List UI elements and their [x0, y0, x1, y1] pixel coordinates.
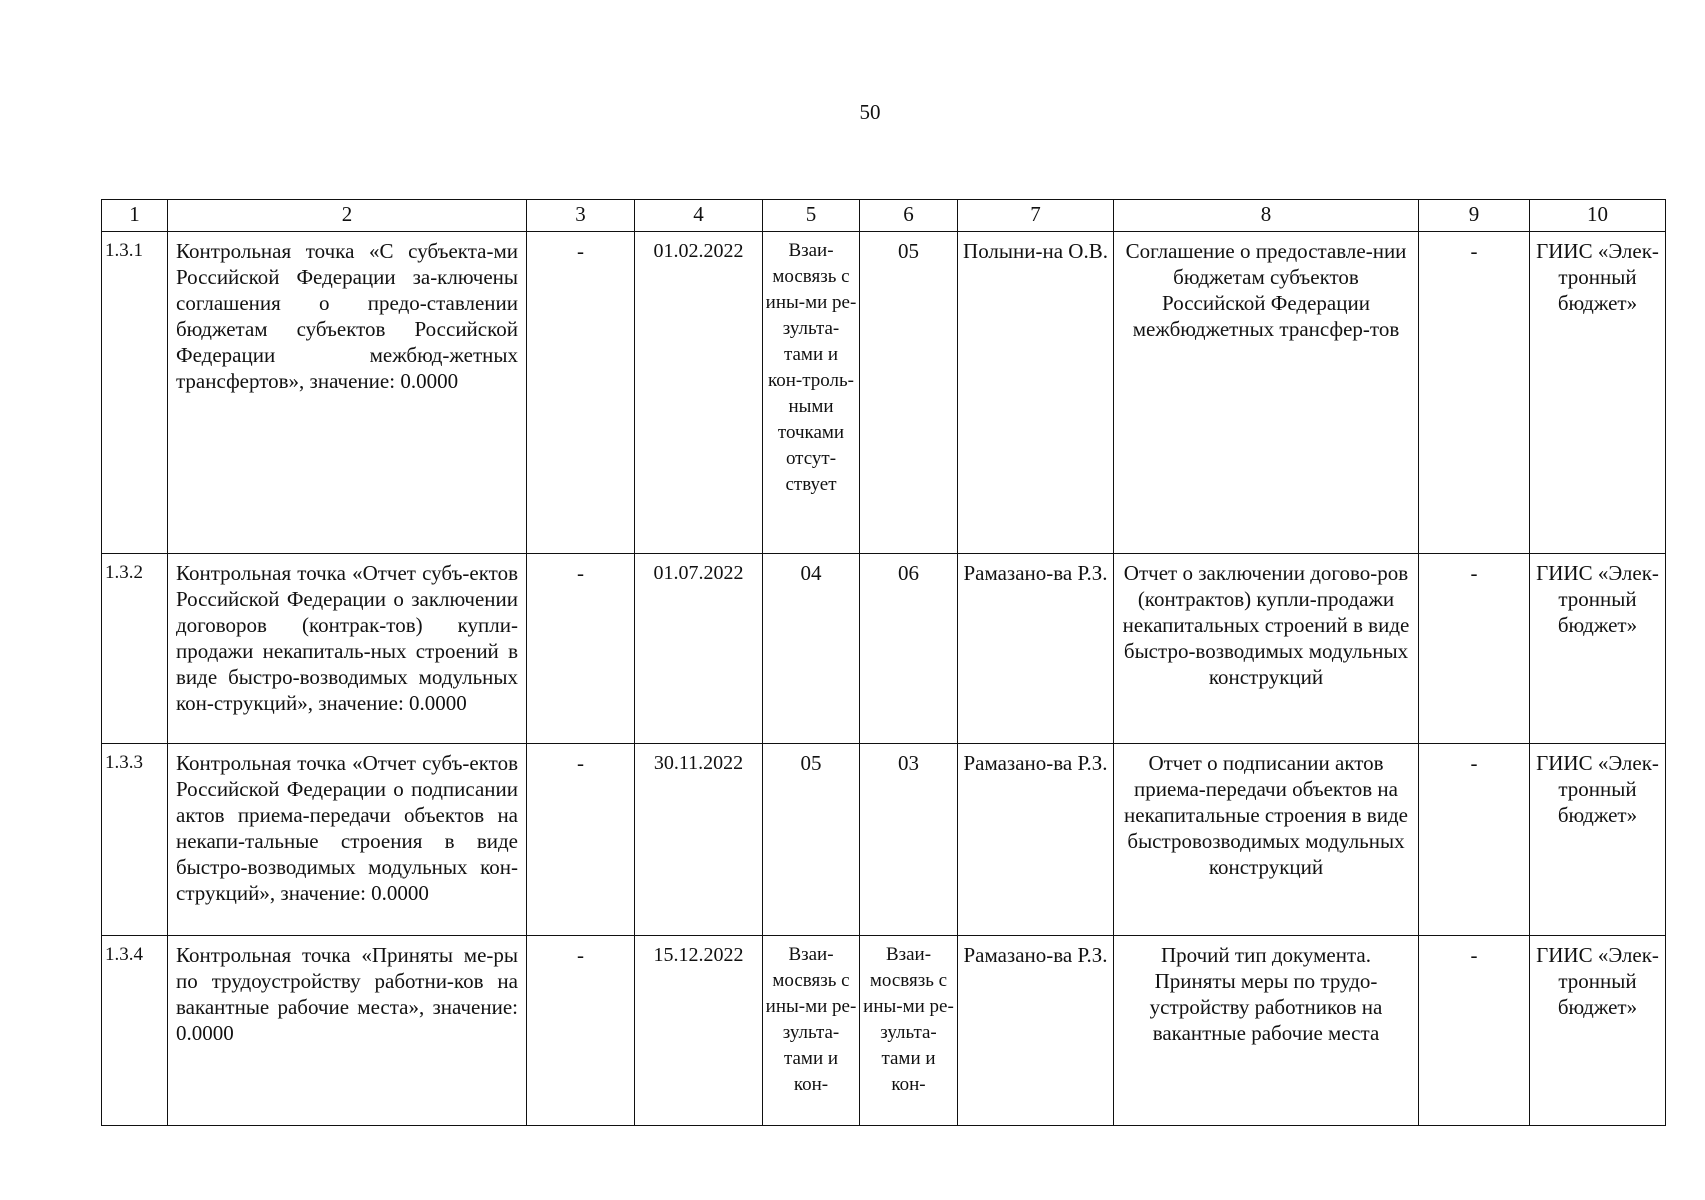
plan-table [101, 199, 1666, 1126]
cell-col3: - [527, 554, 635, 744]
info-system: ГИИС «Элек-тронный бюджет» [1530, 554, 1666, 744]
page-number: 50 [859, 100, 881, 124]
control-point-description: Контрольная точка «Приняты ме-ры по трудоустройству работни-ков на вакантные рабочие места», значение: 0.0000 [168, 936, 527, 1126]
cell-col9: - [1419, 554, 1530, 744]
cell-col6: Взаи-мосвязь с ины-ми ре-зульта-тами и кон- [860, 936, 958, 1126]
responsible-person: Рамазано-ва Р.З. [958, 744, 1114, 936]
col-header: 4 [635, 200, 763, 232]
info-system: ГИИС «Элек-тронный бюджет» [1530, 936, 1666, 1126]
control-point-description: Контрольная точка «Отчет субъ-ектов Российской Федерации о заключении договоров (контрак-тов) купли-продажи некапиталь-ных строений в виде быстро-возводимых модульных кон-струкций», значение: 0.0000 [168, 554, 527, 744]
cell-col3: - [527, 936, 635, 1126]
document-type: Отчет о заключении догово-ров (контрактов) купли-продажи некапитальных строений в виде быстро-возводимых модульных конструкций [1114, 554, 1419, 744]
cell-col6: 03 [860, 744, 958, 936]
col-header: 7 [958, 200, 1114, 232]
cell-col9: - [1419, 936, 1530, 1126]
due-date: 01.02.2022 [635, 232, 763, 554]
col-header: 9 [1419, 200, 1530, 232]
due-date: 01.07.2022 [635, 554, 763, 744]
col-header: 6 [860, 200, 958, 232]
due-date: 15.12.2022 [635, 936, 763, 1126]
responsible-person: Рамазано-ва Р.З. [958, 936, 1114, 1126]
header-row [102, 200, 1666, 232]
col-header: 3 [527, 200, 635, 232]
table-row [102, 232, 1666, 554]
info-system: ГИИС «Элек-тронный бюджет» [1530, 232, 1666, 554]
cell-col9: - [1419, 744, 1530, 936]
col-header: 8 [1114, 200, 1419, 232]
row-number: 1.3.1 [102, 232, 168, 554]
row-number: 1.3.2 [102, 554, 168, 744]
due-date: 30.11.2022 [635, 744, 763, 936]
document-type: Отчет о подписании актов приема-передачи объектов на некапитальные строения в виде быстровозводимых модульных конструкций [1114, 744, 1419, 936]
cell-col5: Взаи-мосвязь с ины-ми ре-зульта-тами и кон- [763, 936, 860, 1126]
cell-col6: 06 [860, 554, 958, 744]
document-type: Прочий тип документа. Приняты меры по трудо-устройству работников на вакантные рабочие места [1114, 936, 1419, 1126]
row-number: 1.3.4 [102, 936, 168, 1126]
col-header: 2 [168, 200, 527, 232]
row-number: 1.3.3 [102, 744, 168, 936]
col-header: 5 [763, 200, 860, 232]
table-row [102, 744, 1666, 936]
col-header: 1 [102, 200, 168, 232]
cell-col5: Взаи-мосвязь с ины-ми ре-зульта-тами и кон-троль-ными точками отсут-ствует [763, 232, 860, 554]
cell-col9: - [1419, 232, 1530, 554]
responsible-person: Полыни-на О.В. [958, 232, 1114, 554]
cell-col3: - [527, 744, 635, 936]
cell-col5: 04 [763, 554, 860, 744]
control-point-description: Контрольная точка «Отчет субъ-ектов Российской Федерации о подписании актов приема-передачи объектов на некапи-тальные строения в виде быстро-возводимых модульных кон-струкций», значение: 0.0000 [168, 744, 527, 936]
cell-col3: - [527, 232, 635, 554]
table-row [102, 554, 1666, 744]
cell-col6: 05 [860, 232, 958, 554]
control-point-description: Контрольная точка «С субъекта-ми Российской Федерации за-ключены соглашения о предо-ставлении бюджетам субъектов Российской Федерации межбюд-жетных трансфертов», значение: 0.0000 [168, 232, 527, 554]
table-row [102, 936, 1666, 1126]
document-type: Соглашение о предоставле-нии бюджетам субъектов Российской Федерации межбюджетных трансфер-тов [1114, 232, 1419, 554]
cell-col5: 05 [763, 744, 860, 936]
col-header: 10 [1530, 200, 1666, 232]
responsible-person: Рамазано-ва Р.З. [958, 554, 1114, 744]
info-system: ГИИС «Элек-тронный бюджет» [1530, 744, 1666, 936]
